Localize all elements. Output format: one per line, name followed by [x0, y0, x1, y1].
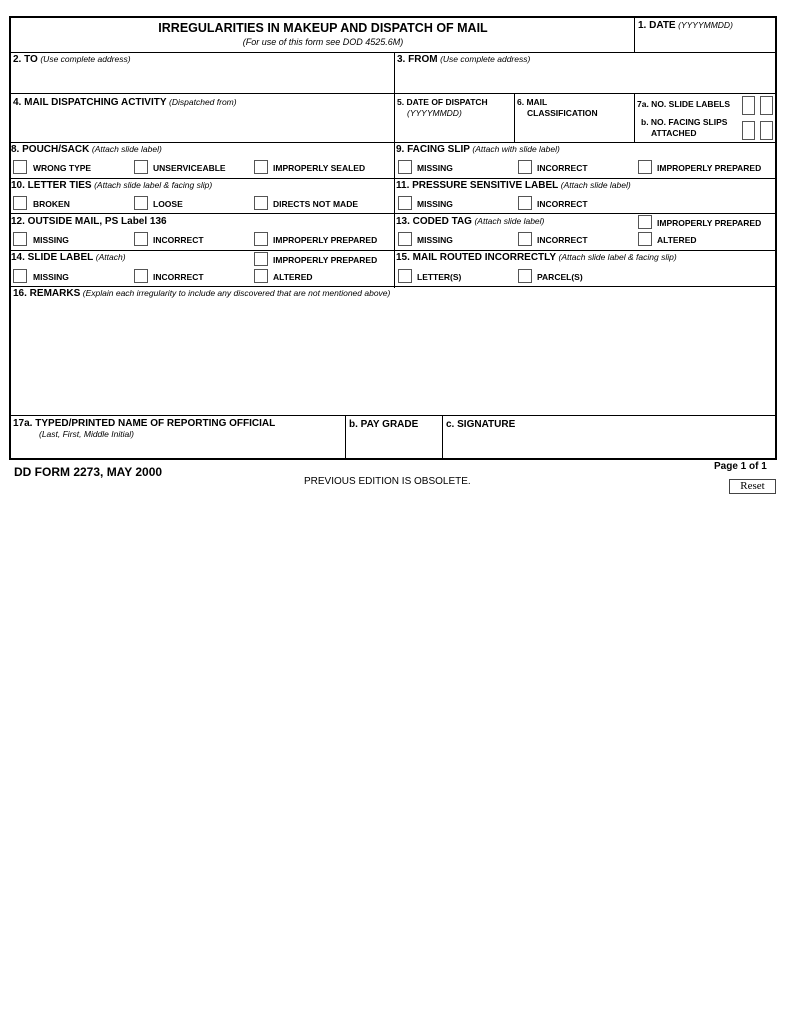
page-indicator: Page 1 of 1	[714, 461, 767, 472]
ties-broken-checkbox[interactable]	[13, 196, 27, 210]
outside-improperly-prepared-checkbox[interactable]	[254, 232, 268, 246]
coded-tag-heading	[396, 216, 636, 227]
coded-improperly-prepared-label: IMPROPERLY PREPARED	[657, 218, 762, 228]
slide-label-hint: (Attach)	[95, 252, 126, 262]
pressure-label-heading	[396, 180, 774, 191]
pressure-label-label: 11. PRESSURE SENSITIVE LABEL	[396, 180, 559, 191]
routed-parcels-label: PARCEL(S)	[537, 272, 583, 282]
date-hint: (YYYYMMDD)	[678, 20, 733, 30]
pouch-improperly-sealed-checkbox[interactable]	[254, 160, 268, 174]
pressure-label-hint: (Attach slide label)	[560, 180, 631, 190]
pouch-sack-label: 8. POUCH/SACK	[11, 144, 90, 155]
dispatch-date-field[interactable]	[397, 97, 513, 141]
pouch-wrong-type-label: WRONG TYPE	[33, 163, 92, 173]
facing-slips-label-1: b. NO. FACING SLIPS	[641, 117, 728, 127]
facing-incorrect-checkbox[interactable]	[518, 160, 532, 174]
outside-missing-label: MISSING	[33, 235, 69, 245]
coded-incorrect-checkbox[interactable]	[518, 232, 532, 246]
dispatch-date-label: 5. DATE OF DISPATCH	[397, 97, 488, 107]
routed-parcels-checkbox[interactable]	[518, 269, 532, 283]
slide-altered-checkbox[interactable]	[254, 269, 268, 283]
classification-label-1: 6. MAIL	[517, 97, 548, 107]
slide-labels-box-2[interactable]	[760, 96, 773, 115]
routed-incorrectly-label: 15. MAIL ROUTED INCORRECTLY	[396, 252, 557, 263]
activity-label: 4. MAIL DISPATCHING ACTIVITY	[13, 97, 167, 108]
ties-directs-not-made-label: DIRECTS NOT MADE	[273, 199, 358, 209]
coded-tag-hint: (Attach slide label)	[474, 216, 545, 226]
letter-ties-label: 10. LETTER TIES	[11, 180, 92, 191]
mail-classification-field[interactable]	[517, 97, 633, 141]
pouch-sack-hint: (Attach slide label)	[91, 144, 162, 154]
facing-missing-checkbox[interactable]	[398, 160, 412, 174]
official-name-label: 17a. TYPED/PRINTED NAME OF REPORTING OFFICIAL	[13, 418, 276, 429]
signature-label: c. SIGNATURE	[446, 419, 516, 430]
outside-missing-checkbox[interactable]	[13, 232, 27, 246]
routed-letters-label: LETTER(S)	[417, 272, 462, 282]
slide-incorrect-label: INCORRECT	[153, 272, 204, 282]
form-title: IRREGULARITIES IN MAKEUP AND DISPATCH OF MAIL	[158, 21, 488, 35]
pouch-improperly-sealed-label: IMPROPERLY SEALED	[273, 163, 366, 173]
to-hint: (Use complete address)	[40, 54, 131, 64]
facing-slip-heading	[396, 144, 774, 155]
coded-improperly-prepared-checkbox[interactable]	[638, 215, 652, 229]
date-label: 1. DATE	[638, 20, 676, 31]
letter-ties-hint: (Attach slide label & facing slip)	[94, 180, 213, 190]
slide-label-label: 14. SLIDE LABEL	[11, 252, 94, 263]
coded-missing-label: MISSING	[417, 235, 453, 245]
ties-loose-label: LOOSE	[153, 199, 183, 209]
coded-missing-checkbox[interactable]	[398, 232, 412, 246]
dispatching-activity-field[interactable]	[13, 97, 393, 141]
official-name-field[interactable]	[13, 418, 343, 458]
slide-improperly-prepared-label: IMPROPERLY PREPARED	[273, 255, 378, 265]
pouch-unserviceable-label: UNSERVICEABLE	[153, 163, 226, 173]
obsolete-notice: PREVIOUS EDITION IS OBSOLETE.	[304, 476, 471, 487]
pay-grade-field[interactable]	[349, 419, 439, 457]
coded-altered-label: ALTERED	[657, 235, 697, 245]
coded-altered-checkbox[interactable]	[638, 232, 652, 246]
form-id: DD FORM 2273, MAY 2000	[14, 465, 163, 479]
slide-improperly-prepared-checkbox[interactable]	[254, 252, 268, 266]
facing-improperly-prepared-label: IMPROPERLY PREPARED	[657, 163, 762, 173]
from-address-field[interactable]	[397, 54, 773, 92]
remarks-field[interactable]	[13, 288, 773, 414]
pouch-wrong-type-checkbox[interactable]	[13, 160, 27, 174]
outside-improperly-prepared-label: IMPROPERLY PREPARED	[273, 235, 378, 245]
pressure-incorrect-checkbox[interactable]	[518, 196, 532, 210]
facing-slips-label-2: ATTACHED	[651, 128, 697, 138]
to-label: 2. TO	[13, 54, 38, 65]
outside-incorrect-label: INCORRECT	[153, 235, 204, 245]
coded-incorrect-label: INCORRECT	[537, 235, 588, 245]
facing-missing-label: MISSING	[417, 163, 453, 173]
to-address-field[interactable]	[13, 54, 393, 92]
ties-directs-not-made-checkbox[interactable]	[254, 196, 268, 210]
facing-improperly-prepared-checkbox[interactable]	[638, 160, 652, 174]
outside-mail-heading	[11, 216, 391, 227]
outside-incorrect-checkbox[interactable]	[134, 232, 148, 246]
routed-incorrectly-heading	[396, 252, 774, 263]
from-label: 3. FROM	[397, 54, 438, 65]
pressure-missing-checkbox[interactable]	[398, 196, 412, 210]
pressure-missing-label: MISSING	[417, 199, 453, 209]
coded-tag-label: 13. CODED TAG	[396, 216, 472, 227]
ties-broken-label: BROKEN	[33, 199, 70, 209]
slide-incorrect-checkbox[interactable]	[134, 269, 148, 283]
classification-label-2: CLASSIFICATION	[527, 108, 598, 118]
slide-labels-box-1[interactable]	[742, 96, 755, 115]
slide-missing-label: MISSING	[33, 272, 69, 282]
activity-hint: (Dispatched from)	[169, 97, 237, 107]
slide-altered-label: ALTERED	[273, 272, 313, 282]
dispatch-date-hint: (YYYYMMDD)	[407, 108, 462, 118]
remarks-hint: (Explain each irregularity to include any discovered that are not mentioned above)	[82, 288, 391, 298]
signature-field[interactable]	[446, 419, 772, 457]
letter-ties-heading	[11, 180, 391, 191]
facing-slips-box-1[interactable]	[742, 121, 755, 140]
date-field[interactable]	[638, 20, 775, 51]
pouch-sack-heading	[11, 144, 391, 155]
official-name-hint: (Last, First, Middle Initial)	[39, 429, 134, 439]
form-subtitle: (For use of this form see DOD 4525.6M)	[242, 37, 404, 47]
remarks-label: 16. REMARKS	[13, 288, 81, 299]
facing-slip-hint: (Attach with slide label)	[472, 144, 560, 154]
mail-irregularities-form	[9, 16, 777, 460]
facing-slip-label: 9. FACING SLIP	[396, 144, 470, 155]
pay-grade-label: b. PAY GRADE	[349, 419, 419, 430]
ties-loose-checkbox[interactable]	[134, 196, 148, 210]
pouch-unserviceable-checkbox[interactable]	[134, 160, 148, 174]
facing-slips-box-2[interactable]	[760, 121, 773, 140]
slide-label-heading	[11, 252, 251, 263]
outside-mail-label: 12. OUTSIDE MAIL, PS Label 136	[11, 216, 167, 227]
slide-labels-label: 7a. NO. SLIDE LABELS	[637, 99, 731, 109]
routed-incorrectly-hint: (Attach slide label & facing slip)	[558, 252, 677, 262]
pressure-incorrect-label: INCORRECT	[537, 199, 588, 209]
slide-missing-checkbox[interactable]	[13, 269, 27, 283]
from-hint: (Use complete address)	[440, 54, 531, 64]
facing-incorrect-label: INCORRECT	[537, 163, 588, 173]
reset-button[interactable]: Reset	[729, 479, 776, 494]
routed-letters-checkbox[interactable]	[398, 269, 412, 283]
